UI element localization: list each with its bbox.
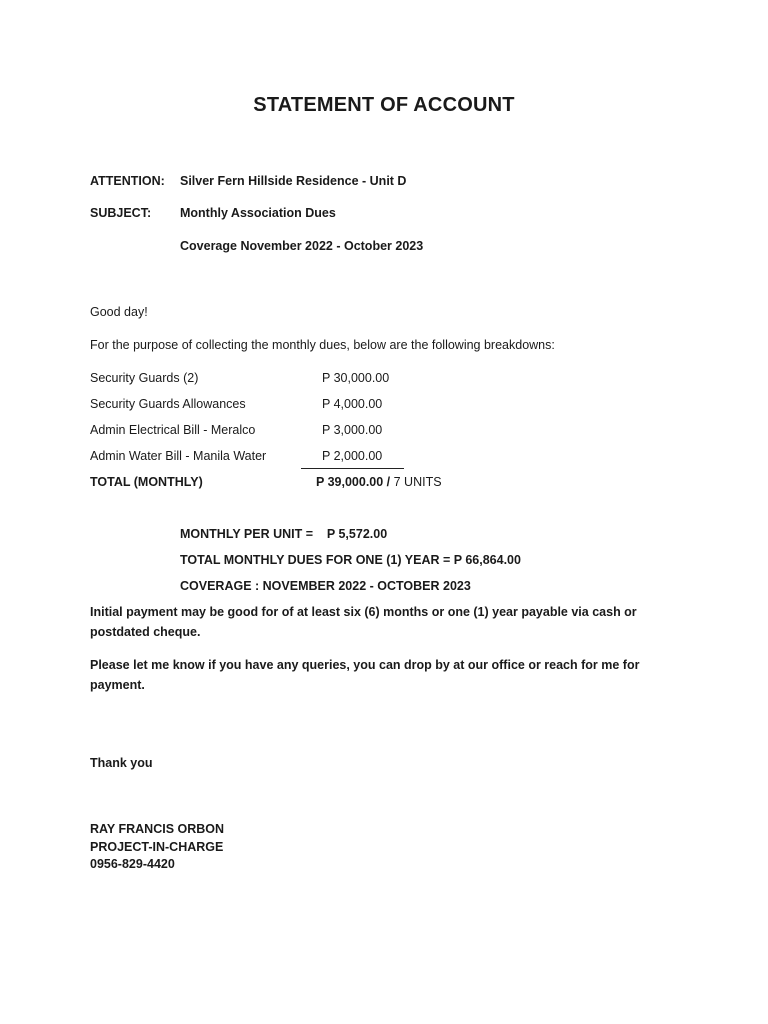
breakdown-item: Security Guards (2): [90, 371, 199, 385]
breakdown-amount: P 30,000.00: [322, 371, 390, 385]
total-value: [316, 475, 442, 489]
signatory-role: PROJECT-IN-CHARGE: [90, 840, 224, 854]
signatory-phone: 0956-829-4420: [90, 857, 175, 871]
breakdown-amount: P 2,000.00: [322, 449, 383, 463]
total-rule: [301, 468, 404, 469]
intro-text: For the purpose of collecting the monthly dues, below are the following breakdowns:: [90, 338, 555, 352]
attention-label: ATTENTION:: [90, 174, 165, 188]
breakdown-amount: P 3,000.00: [322, 423, 383, 437]
coverage-summary: COVERAGE : NOVEMBER 2022 - OCTOBER 2023: [180, 579, 471, 593]
yearly-total: TOTAL MONTHLY DUES FOR ONE (1) YEAR = P 66,864.00: [180, 553, 521, 567]
contact-note: Please let me know if you have any queries, you can drop by at our office or reach for me for payment.: [90, 658, 640, 692]
attention-value: Silver Fern Hillside Residence - Unit D: [180, 174, 407, 188]
closing-text: Thank you: [90, 756, 153, 770]
subject-value: Monthly Association Dues: [180, 206, 336, 220]
breakdown-amount: P 4,000.00: [322, 397, 383, 411]
per-unit-amount: MONTHLY PER UNIT = P 5,572.00: [180, 527, 388, 541]
total-units: 7 UNITS: [390, 475, 442, 489]
document-title: STATEMENT OF ACCOUNT: [253, 94, 515, 116]
subject-label: SUBJECT:: [90, 206, 152, 220]
breakdown-item: Security Guards Allowances: [90, 397, 246, 411]
payment-note: Initial payment may be good for of at least six (6) months or one (1) year payable via cash or postdated cheque.: [90, 605, 637, 639]
greeting: Good day!: [90, 305, 148, 319]
total-label: TOTAL (MONTHLY): [90, 475, 203, 489]
breakdown-item: Admin Water Bill - Manila Water: [90, 449, 267, 463]
signatory-name: RAY FRANCIS ORBON: [90, 822, 225, 836]
breakdown-item: Admin Electrical Bill - Meralco: [90, 423, 256, 437]
coverage-line: Coverage November 2022 - October 2023: [180, 239, 424, 253]
total-amount: P 39,000.00 /: [316, 475, 391, 489]
